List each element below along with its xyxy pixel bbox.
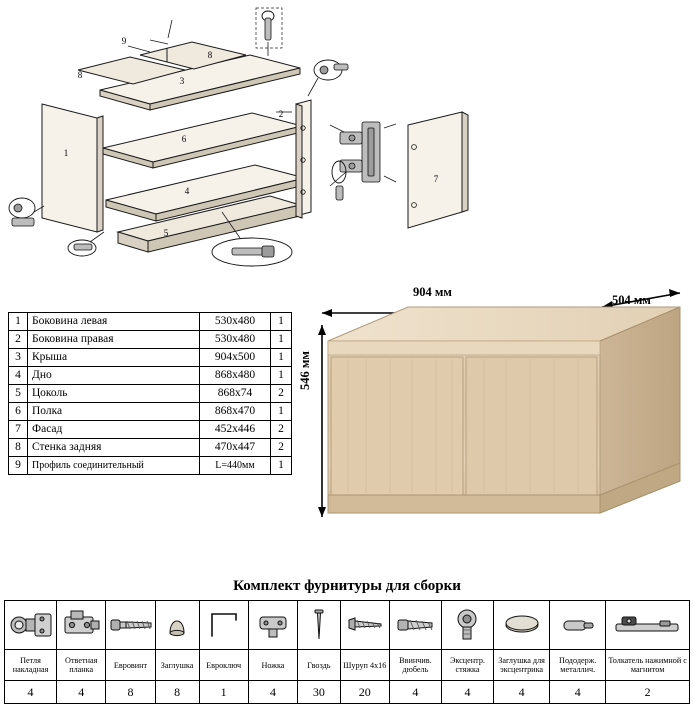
- part-name: Фасад: [28, 421, 200, 439]
- hardware-qty-row: [5, 681, 690, 704]
- part-number: 2: [9, 331, 28, 349]
- parts-list-table: [8, 312, 292, 475]
- part-qty: 1: [271, 331, 292, 349]
- part-name: Боковина правая: [28, 331, 200, 349]
- dimension-height-label: 546 мм: [298, 351, 312, 390]
- part-number: 9: [9, 457, 28, 475]
- svg-text:9: 9: [121, 36, 127, 46]
- part-size: 452x446: [200, 421, 271, 439]
- part-number: 4: [9, 367, 28, 385]
- euroscrew-icon: [106, 601, 155, 650]
- table-row: [9, 421, 292, 439]
- cap-cover-icon: [155, 601, 199, 650]
- part-name: Дно: [28, 367, 200, 385]
- part-size: L=440мм: [200, 457, 271, 475]
- part-size: 530x480: [200, 313, 271, 331]
- hardware-qty: 4: [441, 681, 493, 704]
- svg-text:3: 3: [179, 76, 185, 86]
- part-shelf: [103, 113, 302, 168]
- svg-text:8: 8: [77, 70, 83, 80]
- hardware-name: Эксцентр. стяжка: [441, 650, 493, 681]
- dimension-depth-label: 504 мм: [612, 293, 651, 307]
- part-size: 470x447: [200, 439, 271, 457]
- part-door-front: [408, 112, 468, 228]
- table-row: [9, 349, 292, 367]
- part-size: 868x480: [200, 367, 271, 385]
- svg-text:7: 7: [433, 174, 439, 184]
- svg-text:1: 1: [63, 148, 69, 158]
- hardware-name: Заглушка: [155, 650, 199, 681]
- part-number: 3: [9, 349, 28, 367]
- table-row: [9, 367, 292, 385]
- part-name: Профиль соединительный: [28, 457, 200, 475]
- part-name: Крыша: [28, 349, 200, 367]
- hardware-kit-title: Комплект фурнитуры для сборки: [233, 578, 461, 594]
- table-row: [9, 439, 292, 457]
- part-qty: 2: [271, 439, 292, 457]
- svg-text:2: 2: [278, 109, 284, 119]
- part-name: Цоколь: [28, 385, 200, 403]
- part-qty: 1: [271, 367, 292, 385]
- svg-text:5: 5: [163, 228, 169, 238]
- hardware-qty: 2: [606, 681, 690, 704]
- part-number: 6: [9, 403, 28, 421]
- hardware-name: Толкатель нажимной с магнитом: [606, 650, 690, 681]
- hardware-kit-table: [4, 600, 690, 704]
- cabinet-3d-model: [328, 307, 680, 513]
- part-number: 7: [9, 421, 28, 439]
- part-number: 5: [9, 385, 28, 403]
- eccentric-tie-icon: [441, 601, 493, 650]
- table-row: [9, 403, 292, 421]
- hardware-qty: 8: [106, 681, 155, 704]
- hardware-name: Гвоздь: [298, 650, 340, 681]
- svg-text:4: 4: [184, 186, 190, 196]
- hardware-qty: 8: [155, 681, 199, 704]
- hardware-qty: 4: [5, 681, 57, 704]
- hardware-qty: 4: [248, 681, 297, 704]
- part-left-side: [42, 104, 103, 232]
- magnet-catch-icon: [606, 601, 690, 650]
- part-number: 1: [9, 313, 28, 331]
- confirmat-dowel-icon: [389, 601, 441, 650]
- furniture-leg-icon: [248, 601, 297, 650]
- part-name: Стенка задняя: [28, 439, 200, 457]
- hardware-qty: 4: [550, 681, 606, 704]
- part-size: 868x74: [200, 385, 271, 403]
- screw-icon: [340, 601, 389, 650]
- hardware-qty: 4: [494, 681, 550, 704]
- table-row: [9, 331, 292, 349]
- part-number: 8: [9, 439, 28, 457]
- part-size: 904x500: [200, 349, 271, 367]
- hardware-name: Ножка: [248, 650, 297, 681]
- hardware-icons-row: [5, 601, 690, 650]
- part-size: 530x480: [200, 331, 271, 349]
- hardware-qty: 4: [57, 681, 106, 704]
- nail-icon: [298, 601, 340, 650]
- hardware-qty: 30: [298, 681, 340, 704]
- hardware-name: Пододерж. металлич.: [550, 650, 606, 681]
- hardware-name: Шуруп 4х16: [340, 650, 389, 681]
- hardware-name: Ответная планка: [57, 650, 106, 681]
- table-row: [9, 457, 292, 475]
- svg-text:6: 6: [181, 134, 187, 144]
- hinge-assembly-detail: [330, 122, 396, 186]
- hardware-name: Ввинчив. дюбель: [389, 650, 441, 681]
- part-qty: 1: [271, 313, 292, 331]
- shelf-support-icon: [550, 601, 606, 650]
- hardware-qty: 4: [389, 681, 441, 704]
- euro-key-icon: [199, 601, 248, 650]
- hardware-qty: 1: [199, 681, 248, 704]
- part-qty: 2: [271, 385, 292, 403]
- hardware-name: Заглушка для эксцентрика: [494, 650, 550, 681]
- hardware-qty: 20: [340, 681, 389, 704]
- part-size: 868x470: [200, 403, 271, 421]
- part-qty: 1: [271, 457, 292, 475]
- hardware-name: Петля накладная: [5, 650, 57, 681]
- hardware-names-row: [5, 650, 690, 681]
- hardware-name: Евроключ: [199, 650, 248, 681]
- part-qty: 1: [271, 349, 292, 367]
- svg-text:8: 8: [207, 50, 213, 60]
- eccentric-cap-icon: [494, 601, 550, 650]
- part-name: Полка: [28, 403, 200, 421]
- parts-list-body: [9, 313, 292, 475]
- part-name: Боковина левая: [28, 313, 200, 331]
- table-row: [9, 385, 292, 403]
- hardware-name: Евровинт: [106, 650, 155, 681]
- dimension-width-label: 904 мм: [413, 285, 452, 299]
- cabinet-render-with-dimensions: [300, 285, 690, 535]
- table-row: [9, 313, 292, 331]
- part-qty: 1: [271, 403, 292, 421]
- exploded-assembly-diagram: [0, 0, 694, 288]
- hinge-overlay-icon: [5, 601, 57, 650]
- part-qty: 2: [271, 421, 292, 439]
- mounting-plate-icon: [57, 601, 106, 650]
